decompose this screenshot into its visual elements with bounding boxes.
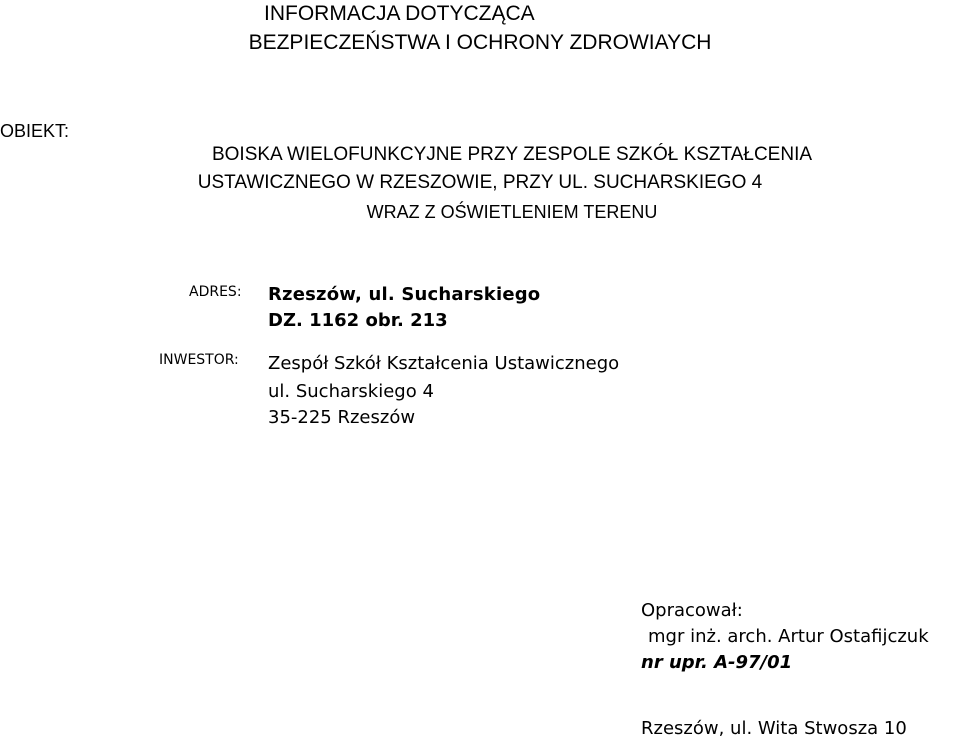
opracowal-name: mgr inż. arch. Artur Ostafijczuk: [648, 626, 929, 647]
opracowal-label: Opracował:: [641, 600, 743, 621]
obiekt-label: OBIEKT:: [0, 121, 70, 141]
obiekt-description-line-3: WRAZ Z OŚWIETLENIEM TERENU: [366, 202, 658, 222]
adres-line-2: DZ. 1162 obr. 213: [268, 310, 448, 331]
obiekt-description-line-1: BOISKA WIELOFUNKCYJNE PRZY ZESPOLE SZKÓŁ KSZTAŁCENIA: [211, 144, 813, 165]
inwestor-line-1: Zespół Szkół Kształcenia Ustawicznego: [268, 353, 620, 374]
inwestor-line-3: 35-225 Rzeszów: [268, 407, 416, 428]
footer-address: Rzeszów, ul. Wita Stwosza 10: [641, 718, 907, 739]
adres-line-1: Rzeszów, ul. Sucharskiego: [268, 284, 541, 305]
document-title-line-2: BEZPIECZEŃSTWA I OCHRONY ZDROWIAYCH: [248, 31, 712, 54]
inwestor-label: INWESTOR:: [159, 352, 239, 368]
obiekt-description-line-2: USTAWICZNEGO W RZESZOWIE, PRZY UL. SUCHARSKIEGO 4: [197, 172, 763, 193]
opracowal-license-number: nr upr. A-97/01: [641, 652, 793, 673]
inwestor-line-2: ul. Sucharskiego 4: [268, 381, 434, 402]
document-title-line-1: INFORMACJA DOTYCZĄCA: [264, 2, 535, 25]
adres-label: ADRES:: [189, 284, 242, 300]
